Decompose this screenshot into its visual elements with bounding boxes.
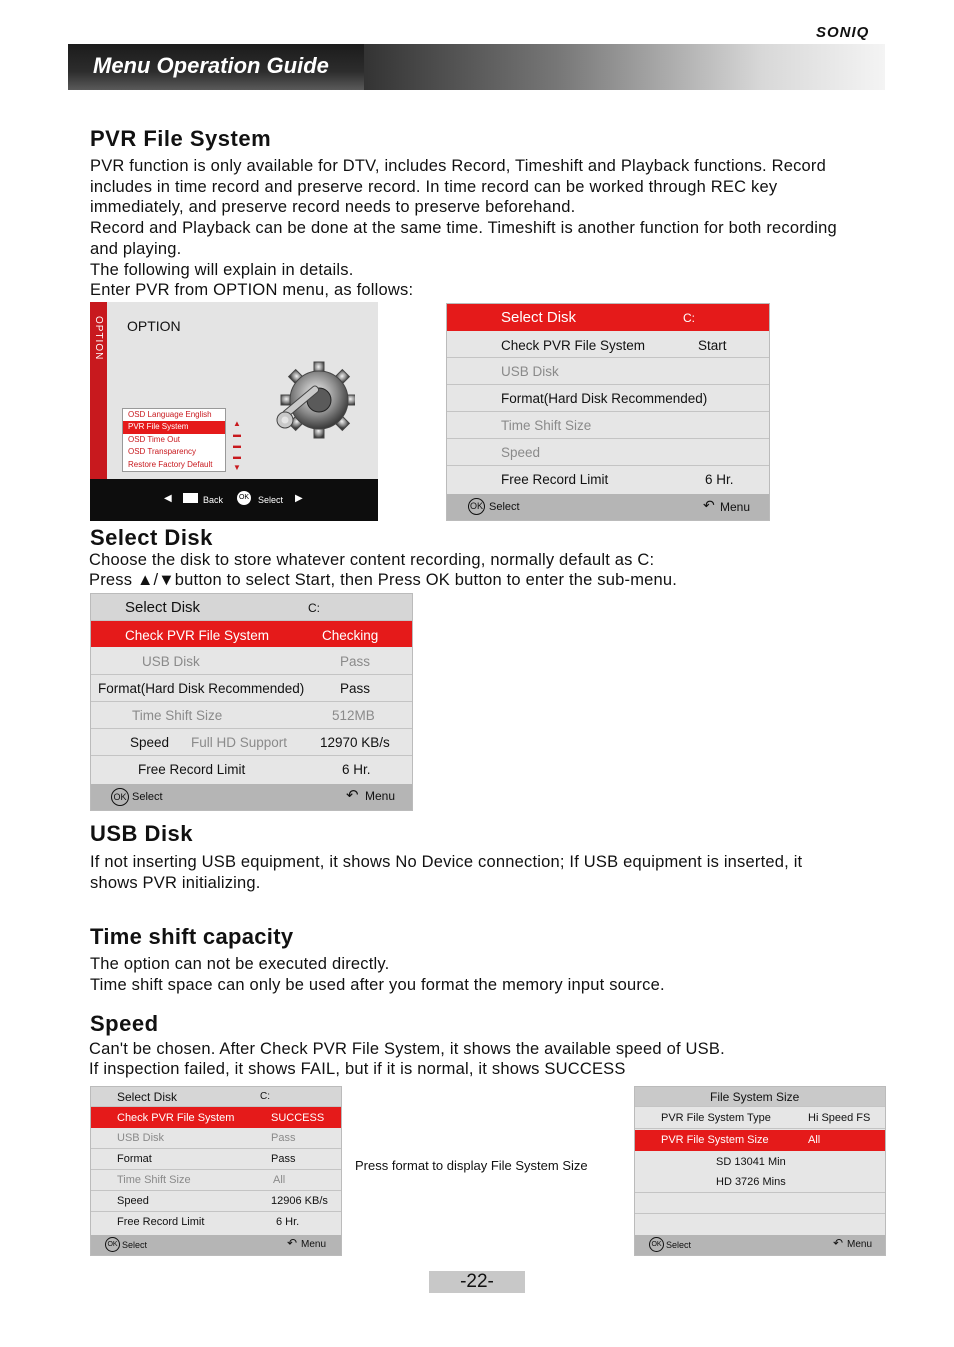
time-shift-text-1: The option can not be executed directly.	[90, 955, 390, 973]
row-note: Full HD Support	[191, 735, 288, 750]
row-label: USB Disk	[501, 364, 559, 379]
row-value: SUCCESS	[271, 1112, 325, 1124]
speed-text-2: If inspection failed, it shows FAIL, but if it is normal, it shows SUCCESS	[89, 1060, 626, 1078]
option-side-tab	[90, 302, 107, 480]
row-label: Check PVR File System	[501, 338, 646, 353]
usb-disk-row	[91, 647, 412, 675]
row-label: Check PVR File System	[125, 628, 270, 643]
free-record-row[interactable]	[91, 756, 412, 783]
pvr-intro-line: immediately, and preserve record needs to preserve beforehand.	[90, 198, 576, 217]
row-value: All	[808, 1134, 821, 1146]
row-value: Checking	[322, 628, 379, 643]
row-value: Pass	[271, 1132, 296, 1144]
select-label[interactable]: Select	[258, 495, 284, 505]
format-caption: Press format to display File System Size	[355, 1158, 588, 1173]
fs-size-row[interactable]	[635, 1130, 885, 1151]
pvr-intro-line: includes in time record and preserve record. In time record can be worked through REC key	[90, 177, 778, 196]
file-system-size-panel	[634, 1086, 886, 1256]
select-disk-row[interactable]	[447, 304, 769, 331]
row-label: Check PVR File System	[117, 1112, 235, 1124]
menu-label[interactable]: Menu	[847, 1239, 873, 1250]
select-disk-text-2: Press ▲/▼button to select Start, then Press OK button to enter the sub-menu.	[89, 571, 678, 589]
panel-footer	[91, 784, 412, 810]
pvr-intro-line: PVR function is only available for DTV, includes Record, Timeshift and Playback functions. Record	[90, 157, 826, 175]
row-value: 6 Hr.	[342, 762, 371, 777]
select-disk-row[interactable]	[91, 1087, 341, 1107]
ok-icon[interactable]: OK	[111, 788, 129, 806]
return-arrow-icon[interactable]: ↶	[833, 1236, 844, 1250]
page-number: -22-	[429, 1271, 525, 1293]
panel-footer	[447, 494, 769, 520]
usb-disk-row	[91, 1128, 341, 1149]
row-label: Free Record Limit	[117, 1216, 205, 1228]
pvr-intro-text	[90, 156, 910, 301]
panel-footer	[635, 1235, 885, 1255]
select-disk-row[interactable]	[91, 594, 412, 621]
row-label: USB Disk	[142, 654, 200, 669]
menu-row	[447, 439, 769, 466]
select-label[interactable]: Select	[122, 1240, 148, 1250]
row-value: 6 Hr.	[276, 1216, 300, 1228]
sd-minutes-row	[635, 1151, 885, 1172]
menu-row[interactable]	[447, 385, 769, 412]
row-label: SD 13041 Min	[716, 1156, 786, 1168]
row-value: Start	[698, 338, 727, 353]
speed-row	[91, 729, 412, 756]
return-arrow-icon[interactable]: ↶	[346, 787, 359, 804]
section-title-time-shift: Time shift capacity	[90, 924, 294, 949]
row-label: USB Disk	[117, 1132, 165, 1144]
select-disk-text-1: Choose the disk to store whatever content recording, normally default as C:	[89, 551, 655, 569]
pvr-intro-line: The following will explain in details.	[90, 260, 354, 279]
row-value: Pass	[340, 654, 371, 669]
select-disk-label: Select Disk	[117, 1090, 178, 1104]
option-item-osd-time-out[interactable]: OSD Time Out	[128, 434, 181, 444]
time-shift-row	[91, 1170, 341, 1191]
left-arrow-icon[interactable]: ◀	[164, 493, 172, 504]
row-label: Format(Hard Disk Recommended)	[501, 391, 708, 406]
pvr-intro-line: Enter PVR from OPTION menu, as follows:	[90, 281, 414, 300]
format-row[interactable]	[91, 1149, 341, 1170]
speed-row	[91, 1191, 341, 1212]
select-disk-panel-checking	[90, 593, 413, 811]
row-label: PVR File System Type	[661, 1112, 771, 1124]
hd-minutes-row	[635, 1172, 885, 1193]
row-label: Speed	[501, 445, 541, 460]
select-disk-panel-success	[90, 1086, 342, 1256]
ok-icon[interactable]: OK	[468, 498, 485, 515]
option-bottom-bar	[90, 479, 378, 521]
section-title-usb-disk: USB Disk	[90, 821, 194, 846]
scroll-arrows-icon: ▲ ▬ ▬ ▬ ▼	[233, 419, 241, 472]
ok-button-icon[interactable]: OK	[237, 491, 251, 505]
gear-wrench-icon	[273, 358, 355, 444]
pvr-intro-line: and playing.	[90, 239, 182, 258]
speed-text-1: Can't be chosen. After Check PVR File System, it shows the available speed of USB.	[89, 1040, 725, 1058]
select-disk-label: Select Disk	[501, 309, 577, 326]
select-label[interactable]: Select	[666, 1240, 692, 1250]
row-value: 6 Hr.	[705, 472, 734, 487]
option-item-restore-factory[interactable]: Restore Factory Default	[128, 459, 213, 469]
pvr-intro-line: Record and Playback can be done at the same time. Timeshift is another function for both recording	[90, 219, 837, 238]
free-record-row[interactable]	[91, 1212, 341, 1234]
check-pvr-row[interactable]	[91, 1107, 341, 1128]
menu-row[interactable]	[447, 466, 769, 493]
row-label: Time Shift Size	[132, 708, 223, 723]
row-label: Speed	[130, 735, 170, 750]
row-label: PVR File System Size	[661, 1134, 769, 1146]
select-disk-value: C:	[308, 601, 320, 615]
row-value: 512MB	[332, 708, 375, 723]
row-value: Pass	[271, 1153, 296, 1165]
time-shift-text-2: Time shift space can only be used after you format the memory input source.	[90, 976, 665, 994]
row-label: HD 3726 Mins	[716, 1176, 786, 1188]
option-item-osd-transparency[interactable]: OSD Transparency	[128, 447, 197, 457]
select-disk-value: C:	[683, 311, 695, 325]
fs-size-header	[635, 1087, 885, 1107]
check-pvr-row[interactable]	[91, 621, 412, 647]
section-title-select-disk: Select Disk	[90, 525, 213, 550]
option-item-pvr-file-system[interactable]: PVR File System	[123, 421, 225, 433]
row-label: Format	[117, 1153, 152, 1165]
option-side-label: OPTION	[93, 316, 104, 361]
option-item-osd-language[interactable]: OSD Language English	[128, 410, 212, 419]
row-label: Speed	[117, 1195, 149, 1207]
menu-row	[447, 412, 769, 439]
return-arrow-icon[interactable]: ↶	[287, 1236, 298, 1250]
fs-type-row[interactable]	[635, 1107, 885, 1129]
book-icon	[183, 493, 198, 503]
row-value: Hi Speed FS	[808, 1112, 871, 1124]
menu-row[interactable]	[447, 331, 769, 358]
row-value: Pass	[340, 681, 371, 696]
option-menu-screen	[90, 302, 378, 521]
row-value: 12906 KB/s	[271, 1195, 328, 1207]
empty-row	[635, 1214, 885, 1235]
row-label: Free Record Limit	[138, 762, 246, 777]
select-label[interactable]: Select	[489, 501, 520, 513]
row-label: Time Shift Size	[501, 418, 592, 433]
header-title: Menu Operation Guide	[93, 53, 329, 78]
ok-icon[interactable]: OK	[649, 1237, 664, 1252]
option-menu-list	[122, 408, 226, 472]
usb-disk-text-2: shows PVR initializing.	[90, 874, 261, 892]
select-label[interactable]: Select	[132, 791, 163, 803]
menu-label[interactable]: Menu	[301, 1239, 327, 1250]
menu-label[interactable]: Menu	[365, 789, 396, 803]
row-label: Free Record Limit	[501, 472, 609, 487]
format-row[interactable]	[91, 675, 412, 702]
ok-icon[interactable]: OK	[105, 1237, 120, 1252]
time-shift-row	[91, 702, 412, 729]
return-arrow-icon[interactable]: ↶	[703, 497, 715, 513]
row-label: Time Shift Size	[117, 1174, 191, 1186]
menu-row	[447, 358, 769, 385]
panel-footer	[91, 1235, 341, 1255]
fs-size-title: File System Size	[710, 1090, 800, 1104]
row-value: All	[273, 1174, 286, 1186]
menu-label[interactable]: Menu	[720, 500, 751, 514]
brand-logo: SONIQ	[816, 24, 870, 41]
right-arrow-icon[interactable]: ▶	[295, 493, 303, 504]
option-menu-title: OPTION	[127, 318, 181, 334]
row-label: Format(Hard Disk Recommended)	[98, 681, 305, 696]
section-title-pvr: PVR File System	[90, 126, 272, 151]
select-disk-panel-start	[446, 303, 770, 521]
usb-disk-text-1: If not inserting USB equipment, it shows No Device connection; If USB equipment is inserted, it	[90, 853, 803, 871]
select-disk-label: Select Disk	[125, 599, 201, 616]
section-title-speed: Speed	[90, 1011, 159, 1036]
row-value: 12970 KB/s	[320, 735, 390, 750]
empty-row	[635, 1193, 885, 1214]
back-label[interactable]: Back	[203, 495, 224, 505]
select-disk-value: C:	[260, 1091, 270, 1102]
